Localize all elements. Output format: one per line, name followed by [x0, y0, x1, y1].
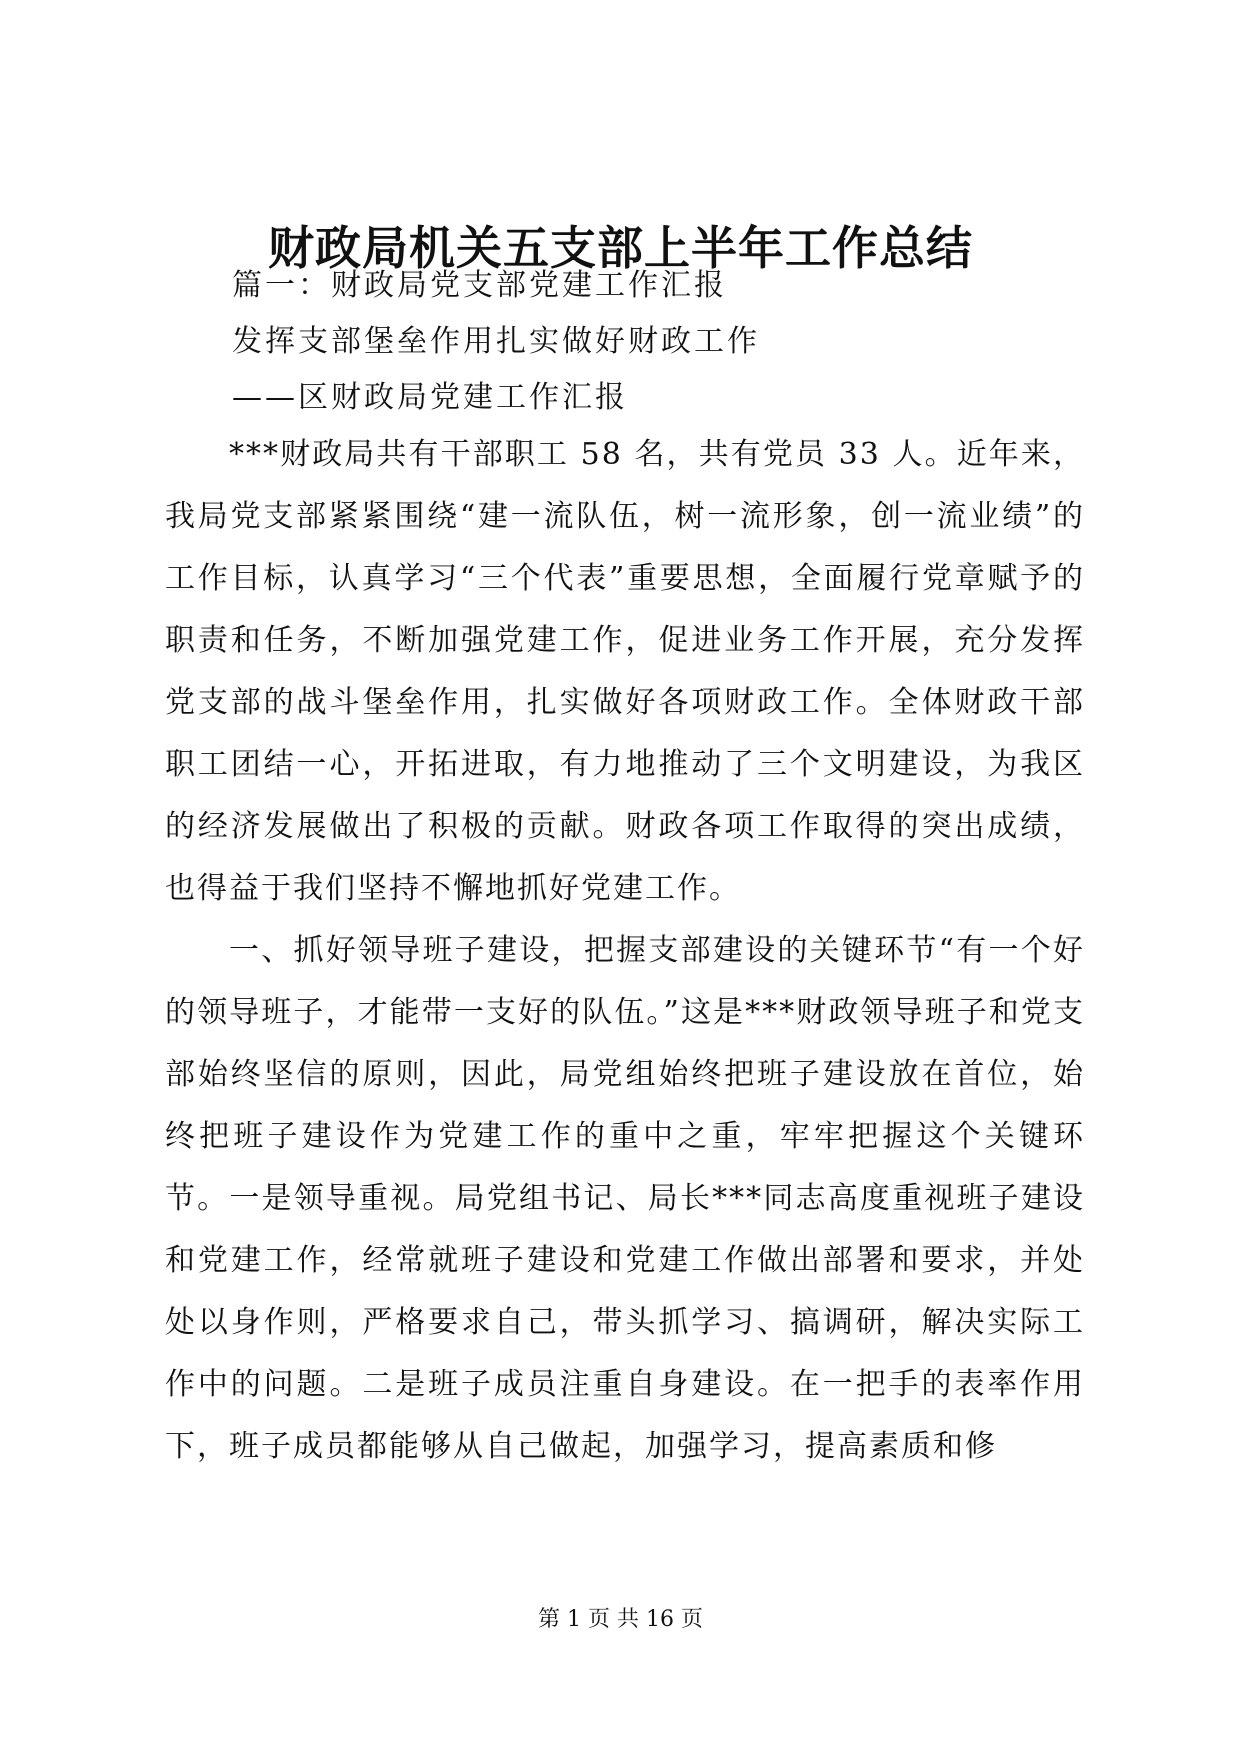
- subheading-chapter: 篇一：财政局党支部党建工作汇报: [232, 268, 727, 303]
- paragraph-intro: ***财政局共有干部职工 58 名，共有党员 33 人。近年来，我局党支部紧紧围绕“建一流队伍，树一流形象，创一流业绩”的工作目标，认真学习“三个代表”重要思想，全面履行党章赋予的职责和任务，不断加强党建工作，促进业务工作开展，充分发挥党支部的战斗堡垒作用，扎实做好各项财政工作。全体财政干部职工团结一心，开拓进取，有力地推动了三个文明建设，为我区的经济发展做出了积极的贡献。财政各项工作取得的突出成绩，也得益于我们坚持不懈地抓好党建工作。: [165, 437, 1085, 906]
- paragraph-section-one: 一、抓好领导班子建设，把握支部建设的关键环节“有一个好的领导班子，才能带一支好的队伍。”这是***财政领导班子和党支部始终坚信的原则，因此，局党组始终把班子建设放在首位，始终把班子建设作为党建工作的重中之重，牢牢把握这个关键环节。一是领导重视。局党组书记、局长***同志高度重视班子建设和党建工作，经常就班子建设和党建工作做出部署和要求，并处处以身作则，严格要求自己，带头抓学习、搞调研，解决实际工作中的问题。二是班子成员注重自身建设。在一把手的表率作用下，班子成员都能够从自己做起，加强学习，提高素质和修: [165, 933, 1085, 1464]
- document-body: [165, 424, 1085, 1478]
- subheading-main: 发挥支部堡垒作用扎实做好财政工作: [232, 324, 760, 359]
- subheading-sub: ——区财政局党建工作汇报: [232, 380, 628, 415]
- document-title: 财政局机关五支部上半年工作总结: [268, 221, 973, 275]
- page-footer: 第 1 页 共 16 页: [538, 1607, 703, 1632]
